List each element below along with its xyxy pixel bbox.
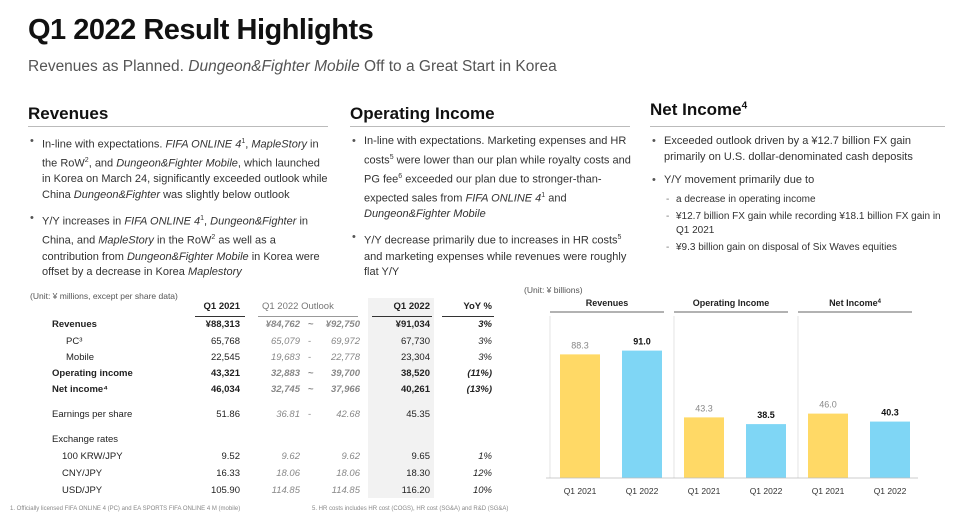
cell-q1-2021: 65,768 — [210, 336, 240, 347]
net-income-heading-sup: 4 — [741, 100, 748, 112]
cell-outlook-low: 36.81 — [276, 409, 300, 420]
chart-bar — [746, 424, 786, 478]
chart-bar — [622, 351, 662, 478]
cell-outlook-low: 9.62 — [281, 451, 300, 462]
cell-q1-2021: 22,545 — [210, 352, 240, 363]
table-row — [30, 485, 500, 501]
cell-q1-2022: 9.65 — [411, 451, 430, 462]
subtitle-part2: Off to a Great Start in Korea — [359, 58, 557, 75]
table-row — [30, 451, 500, 467]
cell-outlook-low: 18.06 — [276, 468, 300, 479]
operating-income-rule — [350, 126, 630, 127]
header-line-3 — [372, 316, 432, 317]
footnote-right: 5. HR costs includes HR cost (COGS), HR cost (SG&A) and R&D (SG&A) — [312, 506, 509, 512]
subtitle-italic: Dungeon&Fighter Mobile — [188, 58, 360, 75]
revenues-bullet-2: • Y/Y increases in FIFA ONLINE 4$^1$, Dungeon&Fighter in China, and MapleStory in the RoW$^2$ as well as a contribution from Dungeon&Fighter Mobile in Korea were offset by a decrease in Korea Maplestory — [28, 211, 328, 280]
header-q1-2022: Q1 2022 — [393, 301, 430, 312]
row-label: USD/JPY — [62, 485, 103, 496]
cell-outlook-sep: ~ — [308, 384, 314, 395]
cell-outlook-high: 18.06 — [336, 468, 360, 479]
cell-outlook-sep: ~ — [308, 319, 314, 330]
chart-bar — [560, 354, 600, 478]
cell-q1-2021: 16.33 — [216, 468, 240, 479]
net-income-heading — [650, 100, 747, 120]
chart-category-label: Q1 2022 — [749, 486, 783, 496]
operating-income-bullet-1: • In-line with expectations. Marketing expenses and HR costs$^5$ were lower than our plan while royalty costs and PG fee$^6$ exceeded our plan due to stronger-than-expected sales from FIFA ONLINE 4$^1$ and Dungeon&Fighter Mobile — [350, 134, 632, 222]
table-row — [30, 434, 500, 450]
revenues-bullet-1: • In-line with expectations. FIFA ONLINE 4$^1$, MapleStory in the RoW$^2$, and Dungeon&Fighter Mobile, which launched in Korea on March 24, significantly exceeded outlook while China Dungeon&Fighter was slightly below outlook — [28, 134, 328, 203]
net-income-sub-bullets — [664, 193, 950, 255]
cell-yoy: 10% — [472, 485, 492, 496]
row-label: Net income⁴ — [52, 384, 108, 395]
chart-data-label: 43.3 — [695, 403, 713, 414]
chart-bar — [684, 417, 724, 478]
chart-data-label: 38.5 — [757, 410, 775, 421]
cell-outlook-high: ¥92,750 — [325, 319, 360, 330]
cell-outlook-low: 32,745 — [270, 384, 300, 395]
cell-outlook-sep: ~ — [308, 368, 314, 379]
chart-bar — [808, 414, 848, 478]
chart-data-label: 91.0 — [633, 336, 651, 347]
chart-panel-title-sup: 4 — [877, 299, 881, 305]
cell-q1-2022: 116.20 — [401, 485, 430, 496]
page-title: Q1 2022 Result Highlights — [28, 14, 374, 46]
cell-yoy: 1% — [478, 451, 492, 462]
net-income-heading-text: Net Income — [650, 100, 742, 119]
table-row — [30, 468, 500, 484]
operating-income-heading: Operating Income — [350, 104, 495, 123]
revenues-bullets — [28, 134, 328, 289]
net-income-rule — [650, 126, 945, 127]
cell-outlook-sep: - — [308, 352, 312, 363]
header-q1-2021: Q1 2021 — [203, 301, 240, 312]
cell-yoy: (13%) — [466, 384, 492, 395]
cell-yoy: 3% — [478, 352, 492, 363]
header-line-1 — [195, 316, 245, 317]
row-label: Operating income — [52, 368, 133, 379]
revenues-rule — [28, 126, 328, 127]
cell-q1-2021: 51.86 — [216, 409, 240, 420]
chart-category-label: Q1 2021 — [563, 486, 597, 496]
header-line-2 — [258, 316, 358, 317]
row-label: PC³ — [66, 336, 83, 347]
chart-panel-title: Revenues — [585, 298, 629, 308]
cell-outlook-sep: - — [308, 409, 312, 420]
row-label: Revenues — [52, 319, 97, 330]
cell-outlook-low: 65,079 — [270, 336, 300, 347]
revenues-heading: Revenues — [28, 104, 109, 123]
chart-data-label: 40.3 — [881, 407, 899, 418]
table-unit: (Unit: ¥ millions, except per share data) — [30, 291, 178, 301]
table-row — [30, 352, 500, 368]
subtitle-part1: Revenues as Planned. — [28, 58, 189, 75]
row-label: CNY/JPY — [62, 468, 103, 479]
net-income-bullet-2-text: Y/Y movement primarily due to — [664, 174, 815, 186]
cell-q1-2021: 43,321 — [210, 368, 240, 379]
cell-outlook-high: 69,972 — [330, 336, 360, 347]
chart-bar — [870, 422, 910, 478]
cell-outlook-sep: - — [308, 336, 312, 347]
net-income-bullet-1: • Exceeded outlook driven by a ¥12.7 billion FX gain primarily on U.S. dollar-denominated cash deposits — [650, 134, 950, 165]
cell-q1-2022: ¥91,034 — [395, 319, 430, 330]
cell-q1-2022: 18.30 — [406, 468, 430, 479]
row-label: Exchange rates — [52, 434, 119, 445]
chart-data-label: 88.3 — [571, 340, 589, 351]
table-row — [30, 336, 500, 352]
chart-panel-title: Operating Income — [692, 298, 770, 308]
cell-outlook-low: ¥84,762 — [265, 319, 300, 330]
cell-outlook-low: 114.85 — [271, 485, 300, 496]
net-income-bullets — [650, 134, 950, 263]
chart-category-label: Q1 2021 — [811, 486, 845, 496]
cell-q1-2022: 45.35 — [406, 409, 430, 420]
header-yoy: YoY % — [463, 301, 492, 312]
cell-outlook-high: 42.68 — [336, 409, 360, 420]
chart-category-label: Q1 2022 — [625, 486, 659, 496]
cell-q1-2022: 38,520 — [400, 368, 430, 379]
cell-q1-2021: 46,034 — [210, 384, 240, 395]
footnote-left: 1. Officially licensed FIFA ONLINE 4 (PC) and EA SPORTS FIFA ONLINE 4 M (mobile) — [10, 506, 241, 512]
table-row — [30, 384, 500, 400]
row-label: 100 KRW/JPY — [62, 451, 123, 462]
table-row — [30, 409, 500, 425]
cell-outlook-high: 37,966 — [330, 384, 360, 395]
cell-outlook-high: 9.62 — [341, 451, 360, 462]
row-label: Earnings per share — [52, 409, 133, 420]
net-income-sub-3: - ¥9.3 billion gain on disposal of Six Waves equities — [664, 241, 950, 255]
cell-outlook-low: 19,683 — [270, 352, 300, 363]
cell-outlook-low: 32,883 — [270, 368, 300, 379]
cell-q1-2021: 9.52 — [221, 451, 240, 462]
cell-yoy: 3% — [478, 319, 492, 330]
cell-yoy: 3% — [478, 336, 492, 347]
cell-outlook-high: 39,700 — [330, 368, 360, 379]
operating-income-bullets — [350, 134, 632, 289]
results-bar-chart — [530, 290, 950, 502]
net-income-sub-1: - a decrease in operating income — [664, 193, 950, 207]
net-income-sub-2: - ¥12.7 billion FX gain while recording ¥18.1 billion FX gain in Q1 2021 — [664, 210, 950, 238]
cell-q1-2021: ¥88,313 — [205, 319, 240, 330]
chart-data-label: 46.0 — [819, 399, 837, 410]
cell-q1-2021: 105.90 — [210, 485, 240, 496]
chart-unit: (Unit: ¥ billions) — [524, 285, 583, 295]
header-line-4 — [442, 316, 494, 317]
results-table — [30, 298, 500, 512]
chart-category-label: Q1 2021 — [687, 486, 721, 496]
table-header-row — [30, 301, 500, 317]
cell-yoy: 12% — [472, 468, 492, 479]
cell-yoy: (11%) — [467, 368, 492, 379]
operating-income-bullet-2: • Y/Y decrease primarily due to increases in HR costs$^5$ and marketing expenses while revenues were roughly flat Y/Y — [350, 230, 632, 280]
cell-outlook-high: 114.85 — [331, 485, 360, 496]
cell-q1-2022: 67,730 — [400, 336, 430, 347]
page-subtitle — [28, 58, 557, 76]
cell-outlook-high: 22,778 — [330, 352, 360, 363]
net-income-bullet-2 — [650, 173, 950, 255]
cell-q1-2022: 23,304 — [400, 352, 430, 363]
cell-q1-2022: 40,261 — [400, 384, 430, 395]
table-row — [30, 368, 500, 384]
chart-panel-title: Net Income$^4$ — [829, 298, 881, 308]
chart-category-label: Q1 2022 — [873, 486, 907, 496]
row-label: Mobile — [66, 352, 94, 363]
header-outlook: Q1 2022 Outlook — [262, 301, 334, 312]
table-row — [30, 319, 500, 335]
